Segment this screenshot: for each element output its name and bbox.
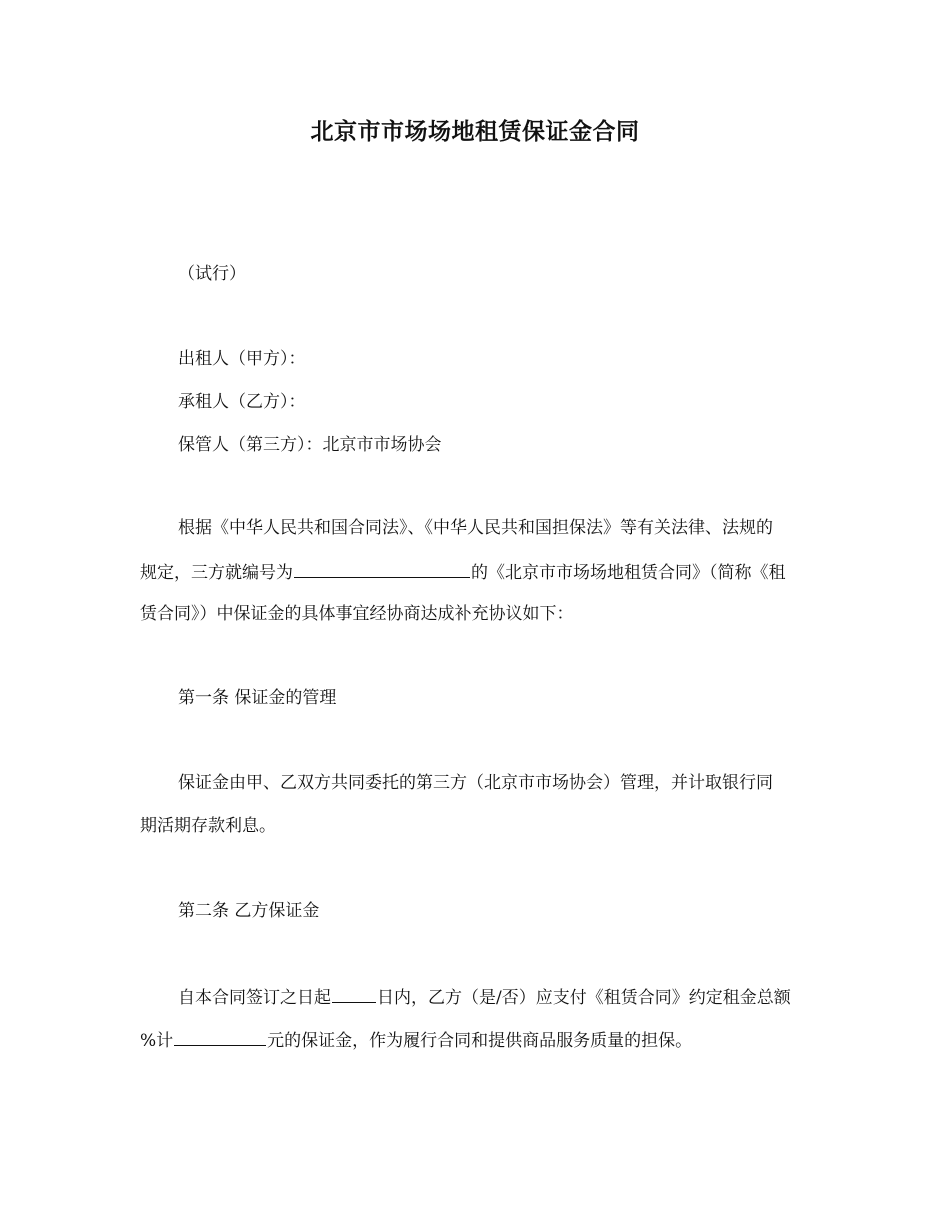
document-title: 北京市市场场地租赁保证金合同 <box>310 119 640 145</box>
article1-line-2: 期活期存款利息。 <box>140 816 276 836</box>
lessor-line: 出租人（甲方）： <box>178 349 306 369</box>
lessee-line: 承租人（乙方）： <box>178 392 306 412</box>
preamble-line-2-end: 的《北京市市场场地租赁合同》（简称《租 <box>471 563 786 583</box>
preamble-line-2 <box>140 559 786 585</box>
amount-blank <box>174 1027 266 1046</box>
article2-line-2 <box>140 1027 692 1053</box>
days-blank <box>332 984 376 1003</box>
article1-heading: 第一条 保证金的管理 <box>178 688 337 708</box>
article2-line-2-start: %计 <box>140 1031 174 1051</box>
article1-line-1: 保证金由甲、乙双方共同委托的第三方（北京市市场协会）管理，并计取银行同 <box>178 773 773 793</box>
article2-line-2-end: 元的保证金，作为履行合同和提供商品服务质量的担保。 <box>267 1031 693 1051</box>
article2-heading: 第二条 乙方保证金 <box>178 901 320 921</box>
custodian-line: 保管人（第三方）：北京市市场协会 <box>178 435 442 455</box>
preamble-line-2-start: 规定，三方就编号为 <box>140 563 293 583</box>
article2-line-1-end: 日内，乙方（是/否）应支付《租赁合同》约定租金总额 <box>377 988 791 1008</box>
contract-number-blank <box>294 559 470 578</box>
article2-line-1 <box>178 984 791 1010</box>
article2-line-1-start: 自本合同签订之日起 <box>178 988 331 1008</box>
trial-note: （试行） <box>178 264 246 284</box>
preamble-line-3: 赁合同》）中保证金的具体事宜经协商达成补充协议如下： <box>140 604 574 624</box>
preamble-line-1: 根据《中华人民共和国合同法》、《中华人民共和国担保法》等有关法律、法规的 <box>178 518 773 538</box>
